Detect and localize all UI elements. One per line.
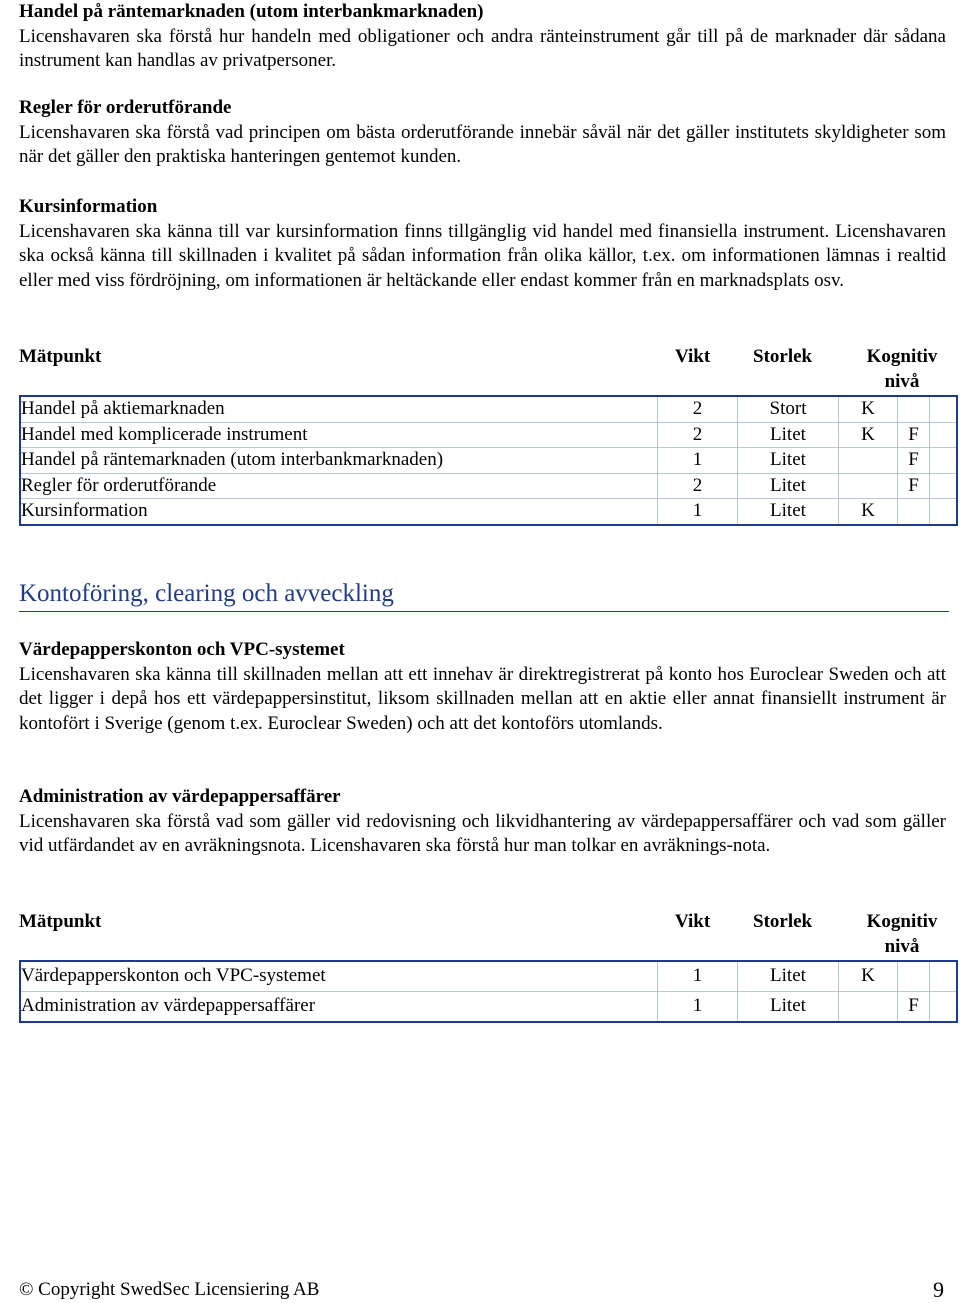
cell-name: Administration av värdepappersaffärer [20,992,658,1023]
column-header-vikt: Vikt [675,346,711,367]
cell-vikt: 1 [658,961,738,992]
table-row [20,422,957,448]
cell-empty [930,448,958,474]
section-text: Licenshavaren ska känna till skillnaden mellan att ett innehav är direktregistrerat på konto hos Euroclear Sweden och att det ligger i depå hos ett värdepappersinstitut, liksom skillnaden mellan att en aktie eller annat finansiellt instrument är kontofört i Sverige (genom t.ex. Euroclear Sweden) och att det kontoförs utomlands. [19,663,946,734]
section-kursinformation [19,195,946,293]
table-row [20,499,957,525]
page-number: 9 [933,1277,944,1302]
cell-empty [930,961,958,992]
cell-kognitiv-k: K [839,422,898,448]
section-heading: Värdepapperskonton och VPC-systemet [19,639,345,660]
copyright-text: © Copyright SwedSec Licensiering AB [19,1279,320,1300]
cell-kognitiv-f: F [898,473,930,499]
cell-storlek: Litet [738,499,839,525]
cell-kognitiv-k [839,992,898,1023]
section-heading: Regler för orderutförande [19,97,232,118]
cell-empty [930,499,958,525]
cell-kognitiv-f [898,396,930,422]
section-text: Licenshavaren ska förstå vad principen om bästa orderutförande innebär såväl när det gäller institutets skyldigheter som när det gäller den praktiska hanteringen gentemot kunden. [19,121,946,167]
section-text: Licenshavaren ska förstå vad som gäller vid redovisning och likvidhantering av värdepappersaffärer och vad som gäller vid utfärdandet av en avräkningsnota. Licenshavaren ska förstå hur man tolkar en avräknings-nota. [19,810,946,856]
section-vardepapperskonton [19,638,946,736]
cell-storlek: Litet [738,473,839,499]
page-footer [19,1278,946,1303]
table-header [19,910,946,960]
section-heading: Handel på räntemarknaden (utom interbankmarknaden) [19,1,484,22]
cell-storlek: Litet [738,961,839,992]
cell-kognitiv-f [898,961,930,992]
cell-name: Handel med komplicerade instrument [20,422,658,448]
cell-vikt: 2 [658,473,738,499]
column-header-storlek: Storlek [753,346,813,367]
cell-empty [930,473,958,499]
chapter-heading: Kontoföring, clearing och avveckling [19,578,949,612]
table-header [19,345,946,395]
table-row [20,396,957,422]
cell-vikt: 2 [658,396,738,422]
cell-kognitiv-k: K [839,396,898,422]
section-text: Licenshavaren ska känna till var kursinformation finns tillgänglig vid handel med finansiella instrument. Licenshavaren ska också känna till skillnaden i kvalitet på sådan information från olika källor, t.ex. om informationen lämnas i realtid eller med viss fördröjning, om informationen är heltäckande eller endast kommer från en marknadsplats osv. [19,220,946,291]
cell-empty [930,422,958,448]
column-header-kognitiv: Kognitiv nivå [866,911,938,957]
cell-name: Regler för orderutförande [20,473,658,499]
cell-kognitiv-k: K [839,961,898,992]
cell-kognitiv-k [839,473,898,499]
cell-vikt: 1 [658,992,738,1023]
cell-vikt: 1 [658,499,738,525]
cell-vikt: 1 [658,448,738,474]
column-header-vikt: Vikt [675,911,711,932]
section-rantemarknad [19,0,946,74]
cell-kognitiv-f [898,499,930,525]
section-text: Licenshavaren ska förstå hur handeln med obligationer och andra ränteinstrument går till på de marknader där sådana instrument kan handlas av privatpersoner. [19,25,946,71]
section-heading: Kursinformation [19,196,158,217]
column-header-matpunkt: Mätpunkt [19,346,102,367]
cell-name: Värdepapperskonton och VPC-systemet [20,961,658,992]
section-administration [19,785,946,859]
cell-kognitiv-f: F [898,448,930,474]
table-matpunkter-1 [19,395,958,526]
cell-storlek: Stort [738,396,839,422]
column-header-storlek: Storlek [753,911,813,932]
cell-vikt: 2 [658,422,738,448]
cell-storlek: Litet [738,422,839,448]
cell-kognitiv-f: F [898,992,930,1023]
cell-kognitiv-k: K [839,499,898,525]
cell-kognitiv-f: F [898,422,930,448]
cell-empty [930,992,958,1023]
table-row [20,961,957,992]
section-orderutforande [19,96,946,170]
column-header-kognitiv: Kognitiv nivå [866,346,938,392]
cell-name: Handel på räntemarknaden (utom interbankmarknaden) [20,448,658,474]
cell-storlek: Litet [738,448,839,474]
table-matpunkter-2 [19,960,958,1023]
table-row [20,448,957,474]
table-row [20,992,957,1023]
section-heading: Administration av värdepappersaffärer [19,786,341,807]
table-row [20,473,957,499]
cell-kognitiv-k [839,448,898,474]
column-header-matpunkt: Mätpunkt [19,911,102,932]
cell-empty [930,396,958,422]
cell-name: Kursinformation [20,499,658,525]
cell-storlek: Litet [738,992,839,1023]
cell-name: Handel på aktiemarknaden [20,396,658,422]
